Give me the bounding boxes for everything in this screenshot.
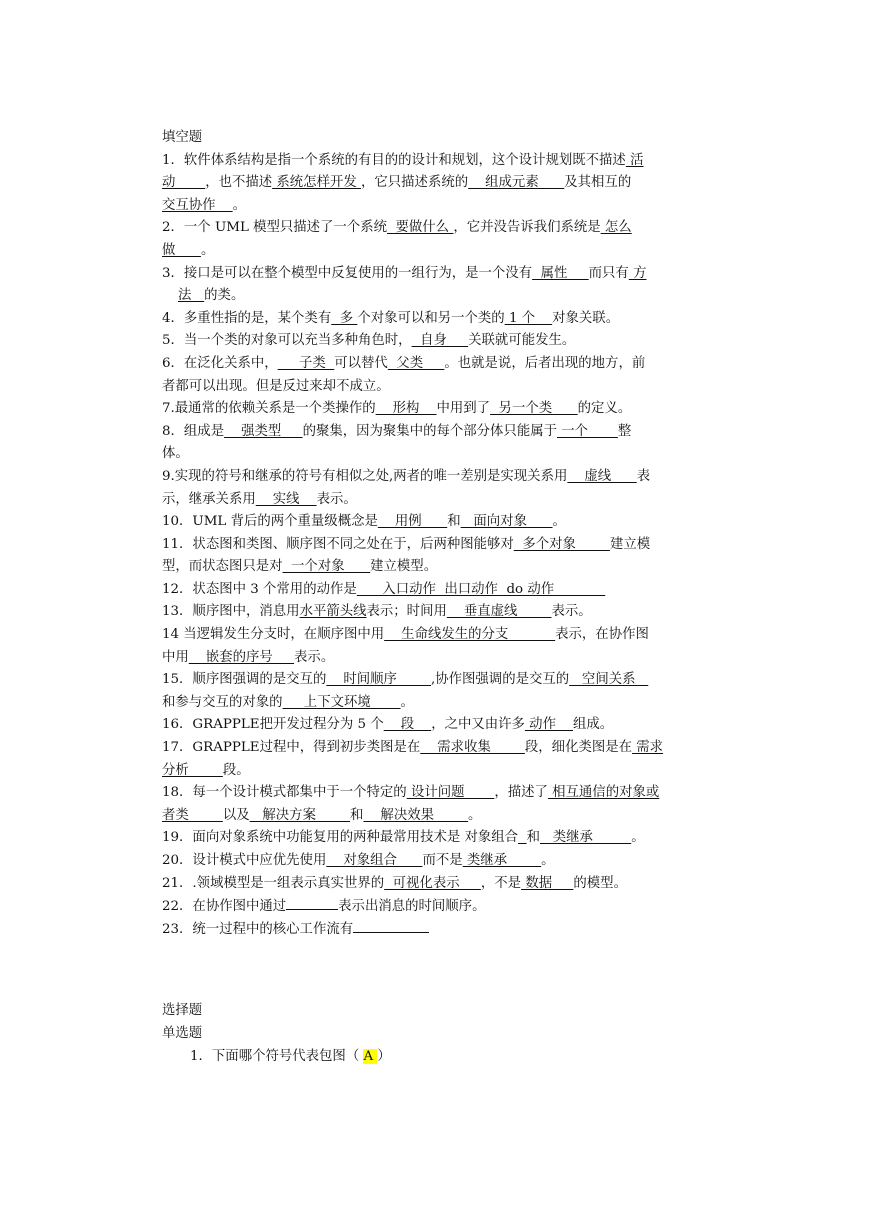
question-13 bbox=[162, 601, 740, 624]
answer-blank bbox=[353, 918, 429, 933]
answer-blank bbox=[286, 895, 338, 910]
text: 以及 bbox=[222, 807, 250, 823]
answer: 入口动作 出口动作 do 动作 bbox=[356, 581, 606, 597]
question-8-line-1 bbox=[162, 421, 740, 444]
answer: 属性 bbox=[532, 265, 589, 281]
answer: 类继承 bbox=[539, 830, 632, 846]
text: 。 bbox=[468, 807, 482, 823]
text: ，它并没告诉我们系统是 bbox=[453, 220, 601, 236]
text: 。 bbox=[232, 197, 246, 213]
question-9-line-1 bbox=[162, 466, 740, 489]
answer: 1 个 bbox=[504, 310, 553, 326]
answer: 法 bbox=[178, 288, 205, 304]
question-12 bbox=[162, 579, 740, 602]
answer: 系统怎样开发 bbox=[272, 175, 361, 191]
text: ，之中又由许多 bbox=[431, 717, 525, 733]
question-23 bbox=[162, 918, 740, 941]
answer: 解决效果 bbox=[363, 807, 469, 823]
text: 10．UML 背后的两个重量级概念是 bbox=[162, 514, 378, 530]
text: ,协作图强调的是交互的 bbox=[430, 672, 570, 688]
text: 整 bbox=[617, 423, 632, 439]
answer: 嵌套的序号 bbox=[188, 649, 295, 665]
text: 11．状态图和类图、顺序图不同之处在于，后两种图能够对 bbox=[162, 536, 514, 552]
answer: 组成元素 bbox=[468, 175, 565, 191]
answer: 时间顺序 bbox=[326, 672, 431, 688]
question-14-line-2 bbox=[162, 647, 740, 670]
answer: 另一个类 bbox=[490, 401, 578, 417]
answer: 虚线 bbox=[567, 468, 637, 484]
answer: 实线 bbox=[255, 491, 317, 507]
text: 23．统一过程中的核心工作流有 bbox=[162, 921, 354, 937]
text: 19．面向对象系统中功能复用的两种最常用技术是 对象组合 bbox=[162, 830, 519, 846]
text: 而只有 bbox=[588, 265, 629, 281]
answer: 面向对象 bbox=[460, 514, 553, 530]
answer: 怎么 bbox=[600, 220, 632, 236]
question-14-line-1 bbox=[162, 624, 740, 647]
answer: 一个 bbox=[557, 423, 618, 439]
text: 和 bbox=[526, 830, 540, 846]
answer bbox=[518, 830, 527, 845]
text: 4．多重性指的是，某个类有 bbox=[162, 310, 332, 326]
answer: 水平箭头线 bbox=[299, 604, 367, 620]
document-body bbox=[162, 127, 740, 1068]
answer: 上下文环境 bbox=[282, 694, 401, 710]
answer: 设计问题 bbox=[406, 785, 495, 801]
text: 中用到了 bbox=[436, 401, 491, 417]
text: 示，继承关系用 bbox=[162, 491, 256, 507]
text: 14 当逻辑发生分支时，在顺序图中用 bbox=[162, 627, 385, 643]
question-11-line-1 bbox=[162, 534, 740, 557]
text: ，也不描述 bbox=[205, 175, 273, 191]
text: 12．状态图中 3 个常用的动作是 bbox=[162, 581, 357, 597]
answer: 对象组合 bbox=[326, 853, 423, 868]
text: 的聚集，因为聚集中的每个部分体只能属于 bbox=[302, 423, 557, 439]
text: 组成。 bbox=[573, 717, 614, 733]
text: ，描述了 bbox=[494, 785, 548, 801]
question-1-line-2 bbox=[162, 172, 740, 195]
answer: 方 bbox=[628, 265, 647, 281]
text: 和参与交互的对象的 bbox=[162, 694, 283, 710]
answer: 用例 bbox=[377, 514, 448, 530]
text: 的类。 bbox=[204, 288, 245, 304]
text: 9.实现的符号和继承的符号有相似之处,两者的唯一差别是实现关系用 bbox=[162, 468, 568, 484]
text: 。也就是说，后者出现的地方，前 bbox=[444, 355, 646, 371]
question-6-line-1 bbox=[162, 353, 740, 376]
question-9-line-2 bbox=[162, 489, 740, 512]
text: 20．设计模式中应优先使用 bbox=[162, 853, 327, 868]
text: ，它只描述系统的 bbox=[361, 175, 469, 191]
text: 16．GRAPPLE把开发过程分为 5 个 bbox=[162, 717, 384, 733]
text: 18．每一个设计模式都集中于一个特定的 bbox=[162, 785, 407, 801]
answer: 要做什么 bbox=[387, 220, 454, 236]
text: 建立模 bbox=[609, 536, 651, 552]
text: 的定义。 bbox=[577, 401, 632, 417]
subsection-title-single: 单选题 bbox=[162, 1025, 203, 1041]
text: 15．顺序图强调的是交互的 bbox=[162, 672, 327, 688]
question-10 bbox=[162, 511, 740, 534]
section-title-fill: 填空题 bbox=[162, 130, 203, 145]
text: 和 bbox=[350, 807, 364, 823]
text: 2．一个 UML 模型只描述了一个系统 bbox=[162, 220, 387, 236]
question-20 bbox=[162, 850, 740, 873]
text: 段。 bbox=[222, 762, 250, 778]
text: 7.最通常的依赖关系是一个类操作的 bbox=[162, 401, 376, 417]
answer: 需求收集 bbox=[420, 740, 525, 756]
question-2-line-2 bbox=[162, 240, 740, 263]
text: 表 bbox=[636, 468, 651, 484]
answer: 父类 bbox=[387, 355, 445, 371]
text: 和 bbox=[447, 514, 461, 530]
text: 个对象可以和另一个类的 bbox=[357, 310, 505, 326]
text: 表示；时间用 bbox=[366, 604, 447, 620]
answer: 多 bbox=[331, 310, 358, 326]
text: 。 bbox=[541, 853, 555, 868]
answer: 做 bbox=[162, 242, 201, 258]
text: 6．在泛化关系中， bbox=[162, 355, 278, 371]
question-8-line-2 bbox=[162, 443, 740, 466]
answer: 段 bbox=[383, 717, 432, 733]
text: 。 bbox=[400, 694, 414, 710]
answer: 多个对象 bbox=[513, 536, 610, 552]
answer: 数据 bbox=[521, 875, 574, 891]
answer: 可视化表示 bbox=[384, 875, 481, 891]
answer: 生命线发生的分支 bbox=[384, 627, 556, 643]
question-2-line-1 bbox=[162, 217, 740, 240]
text: 的模型。 bbox=[573, 875, 627, 891]
answer: 交互协作 bbox=[162, 197, 233, 213]
question-17-line-2 bbox=[162, 760, 740, 783]
text: ） bbox=[377, 1048, 391, 1064]
question-1-line-1 bbox=[162, 150, 740, 173]
answer: 者类 bbox=[162, 807, 223, 823]
text: 17．GRAPPLE过程中，得到初步类图是在 bbox=[162, 740, 421, 756]
answer: 一个对象 bbox=[282, 559, 371, 575]
text: 可以替代 bbox=[334, 355, 388, 371]
question-7 bbox=[162, 398, 740, 421]
answer: 需求 bbox=[632, 740, 664, 756]
answer: 强类型 bbox=[224, 423, 303, 439]
text: 21．.领域模型是一组表示真实世界的 bbox=[162, 875, 385, 891]
text: ，不是 bbox=[480, 875, 522, 891]
text: 5．当一个类的对象可以充当多种角色时， bbox=[162, 333, 412, 349]
question-5 bbox=[162, 330, 740, 353]
text: 。 bbox=[631, 830, 645, 846]
question-15-line-1 bbox=[162, 669, 740, 692]
text: 13．顺序图中，消息用 bbox=[162, 604, 300, 620]
text: 中用 bbox=[162, 649, 189, 665]
question-4 bbox=[162, 308, 740, 331]
answer-highlight: A bbox=[363, 1048, 378, 1064]
question-3-line-2 bbox=[162, 285, 740, 308]
answer: 相互通信的对象或 bbox=[547, 785, 660, 801]
text: 体。 bbox=[162, 446, 189, 462]
choice-question-1 bbox=[162, 1046, 740, 1069]
answer: 垂直虚线 bbox=[446, 604, 552, 620]
question-19 bbox=[162, 827, 740, 850]
answer: 子类 bbox=[277, 355, 335, 371]
answer: 自身 bbox=[411, 333, 469, 349]
question-3-line-1 bbox=[162, 263, 740, 286]
text: 建立模型。 bbox=[370, 559, 438, 575]
section-title-choice: 选择题 bbox=[162, 1003, 203, 1019]
text: 表示。 bbox=[316, 491, 357, 507]
question-15-line-2 bbox=[162, 692, 740, 715]
question-16 bbox=[162, 714, 740, 737]
answer: 解决方案 bbox=[249, 807, 351, 823]
answer: 类继承 bbox=[462, 853, 542, 868]
text: 3．接口是可以在整个模型中反复使用的一组行为，是一个没有 bbox=[162, 265, 533, 281]
text: 表示。 bbox=[551, 604, 592, 620]
question-18-line-1 bbox=[162, 782, 740, 805]
text: 及其相互的 bbox=[564, 175, 632, 191]
question-6-line-2 bbox=[162, 376, 740, 399]
answer: 形构 bbox=[375, 401, 437, 417]
answer: 空间关系 bbox=[569, 672, 649, 688]
text: 1．下面哪个符号代表包图（ bbox=[190, 1048, 364, 1064]
question-21 bbox=[162, 873, 740, 896]
text: 。 bbox=[552, 514, 566, 530]
spacer bbox=[162, 940, 740, 1000]
text: 型，而状态图只是对 bbox=[162, 559, 283, 575]
text: 表示。 bbox=[294, 649, 335, 665]
answer: 动 bbox=[162, 175, 206, 191]
question-18-line-2 bbox=[162, 805, 740, 828]
text: 22．在协作图中通过 bbox=[162, 899, 287, 915]
question-11-line-2 bbox=[162, 556, 740, 579]
text: 1．软件体系结构是指一个系统的有目的的设计和规划，这个设计规划既不描述 bbox=[162, 152, 626, 168]
text: 关联就可能发生。 bbox=[468, 333, 576, 349]
text: 对象关联。 bbox=[552, 310, 620, 326]
text: 而不是 bbox=[422, 853, 463, 868]
answer: 动作 bbox=[524, 717, 573, 733]
text: 段，细化类图是在 bbox=[524, 740, 633, 756]
answer: 活 bbox=[625, 152, 644, 168]
text: 表示出消息的时间顺序。 bbox=[338, 899, 486, 915]
text: 8．组成是 bbox=[162, 423, 225, 439]
text: 表示，在协作图 bbox=[555, 627, 649, 643]
text: 。 bbox=[200, 242, 215, 258]
question-1-line-3 bbox=[162, 195, 740, 218]
text: 者都可以出现。但是反过来却不成立。 bbox=[162, 378, 390, 394]
question-17-line-1 bbox=[162, 737, 740, 760]
question-22 bbox=[162, 895, 740, 918]
answer: 分析 bbox=[162, 762, 223, 778]
